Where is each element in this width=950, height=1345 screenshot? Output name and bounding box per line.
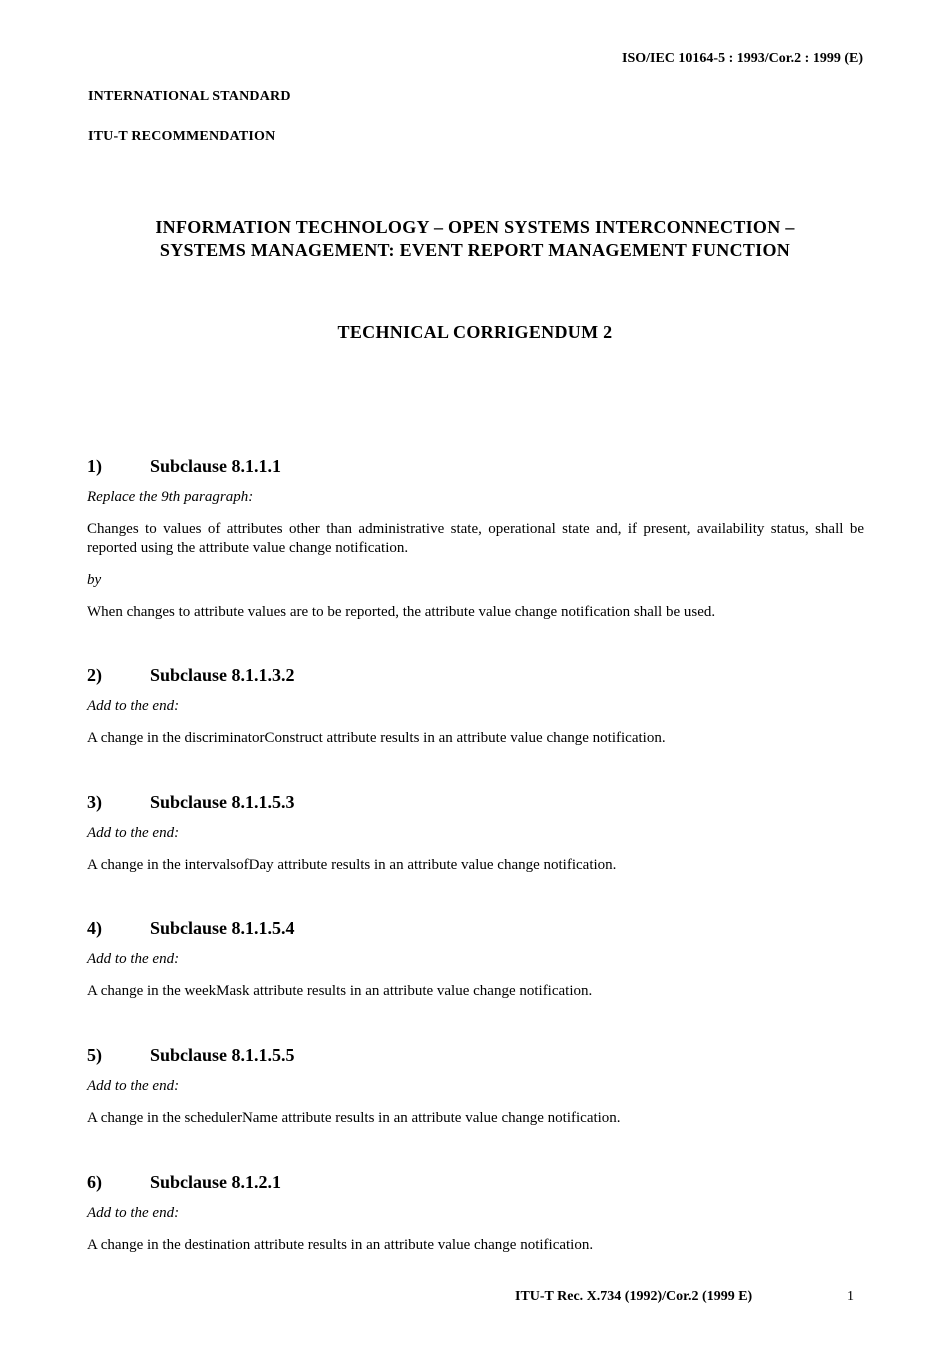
section-title: Subclause 8.1.1.3.2 bbox=[150, 665, 295, 685]
section-number: 1) bbox=[87, 456, 102, 476]
section-number: 3) bbox=[87, 792, 102, 812]
section-heading bbox=[87, 1171, 864, 1193]
document-identifier: ISO/IEC 10164-5 : 1993/Cor.2 : 1999 (E) bbox=[622, 51, 863, 66]
section-text: A change in the discriminatorConstruct attribute results in an attribute value change notification. bbox=[87, 730, 666, 746]
section-text: A change in the destination attribute results in an attribute value change notification. bbox=[87, 1237, 594, 1253]
document-title bbox=[60, 216, 890, 262]
section-number: 5) bbox=[87, 1045, 102, 1065]
document-subtitle: TECHNICAL CORRIGENDUM 2 bbox=[337, 322, 613, 342]
section-instruction: Add to the end: bbox=[87, 825, 180, 841]
corrigendum-item-3 bbox=[87, 791, 864, 875]
section-heading bbox=[87, 1044, 864, 1066]
section-heading bbox=[87, 791, 864, 813]
section-heading bbox=[87, 917, 864, 939]
corrigendum-item-4 bbox=[87, 917, 864, 1001]
corrigendum-item-1 bbox=[87, 455, 864, 622]
section-instruction: Replace the 9th paragraph: bbox=[87, 489, 254, 505]
corrigendum-item-2 bbox=[87, 664, 864, 748]
footer-recommendation-id: ITU-T Rec. X.734 (1992)/Cor.2 (1999 E) bbox=[515, 1289, 753, 1304]
page-number: 1 bbox=[847, 1289, 854, 1304]
corrigendum-item-6 bbox=[87, 1171, 864, 1255]
recommendation-label: ITU-T RECOMMENDATION bbox=[88, 129, 276, 144]
section-number: 6) bbox=[87, 1172, 102, 1192]
section-title: Subclause 8.1.1.5.5 bbox=[150, 1045, 295, 1065]
section-title: Subclause 8.1.1.5.3 bbox=[150, 792, 295, 812]
corrigendum-item-5 bbox=[87, 1044, 864, 1128]
section-heading bbox=[87, 664, 864, 686]
original-paragraph: Changes to values of attributes other than administrative state, operational state and, if present, availability status, shall be reported using the attribute value change notification. bbox=[87, 521, 864, 556]
section-title: Subclause 8.1.1.1 bbox=[150, 456, 282, 476]
standard-label: INTERNATIONAL STANDARD bbox=[88, 89, 291, 104]
section-instruction: Add to the end: bbox=[87, 698, 180, 714]
section-instruction: Add to the end: bbox=[87, 1078, 180, 1094]
section-number: 2) bbox=[87, 665, 102, 685]
section-title: Subclause 8.1.1.5.4 bbox=[150, 918, 295, 938]
section-heading bbox=[87, 455, 864, 477]
section-text: A change in the weekMask attribute results in an attribute value change notification. bbox=[87, 983, 593, 999]
section-title: Subclause 8.1.2.1 bbox=[150, 1172, 282, 1192]
section-text: A change in the intervalsofDay attribute results in an attribute value change notification. bbox=[87, 857, 617, 873]
by-label: by bbox=[87, 572, 102, 588]
replacement-paragraph: When changes to attribute values are to be reported, the attribute value change notification shall be used. bbox=[87, 604, 716, 620]
title-line-1: INFORMATION TECHNOLOGY – OPEN SYSTEMS INTERCONNECTION – bbox=[155, 217, 795, 237]
section-instruction: Add to the end: bbox=[87, 1205, 180, 1221]
section-number: 4) bbox=[87, 918, 102, 938]
title-line-2: SYSTEMS MANAGEMENT: EVENT REPORT MANAGEMENT FUNCTION bbox=[159, 240, 791, 260]
section-instruction: Add to the end: bbox=[87, 951, 180, 967]
section-text: A change in the schedulerName attribute results in an attribute value change notification. bbox=[87, 1110, 621, 1126]
